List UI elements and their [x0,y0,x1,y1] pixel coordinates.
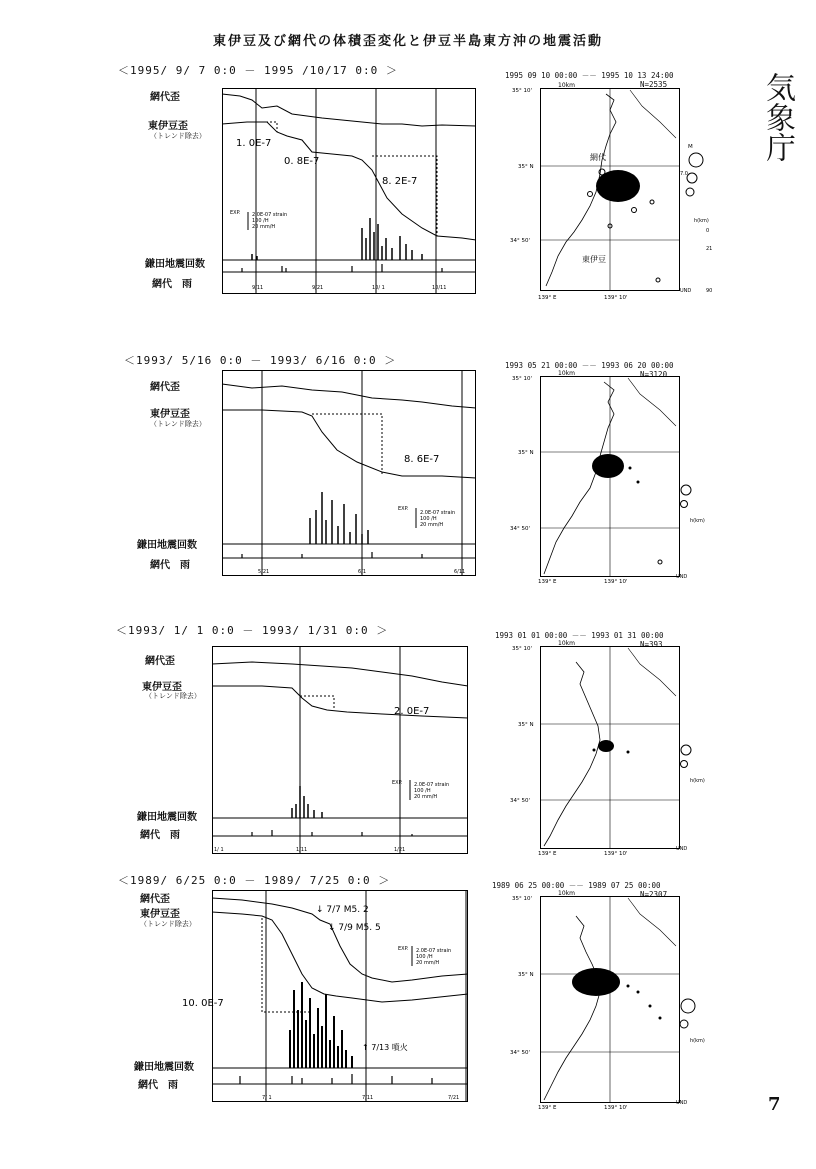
mag-legend-circle [681,761,688,768]
chart-frame [213,647,468,854]
agency-name: 気象庁 [760,72,795,162]
ajiro-rain-label: 網代 雨 [152,279,192,290]
lon-label: 139° 10' [604,295,628,301]
chart-frame [223,371,476,576]
lat-label: 34° 50' [510,238,531,244]
lon-label: 139° 10' [604,851,628,857]
trend-removed-label: （トレンド除去） [140,920,196,928]
event-annotation: ↓ 7/7 M5. 2 [316,905,369,915]
step-marker [262,918,312,1012]
scale-strain: 2.0E-07 strain [252,212,288,218]
lon-label: 139° E [538,851,557,857]
mag-legend-circle [686,188,694,196]
step-marker [312,414,382,474]
annotation-text: 8. 2E-7 [382,176,418,187]
coastline [544,916,600,1100]
earthquake-count-bars [252,218,422,260]
rain-bars [242,264,442,272]
map-range: 1995 09 10 00:00 －－ 1995 10 13 24:00 [505,71,674,80]
scale-rain: 20 mm/H [252,224,276,230]
mag-legend-circle [687,173,697,183]
scale-strain: 2.0E-07 strain [420,510,456,516]
ajiro-rain-label: 網代 雨 [140,830,180,841]
higashi-izu-strain-label: 東伊豆歪 [150,409,190,420]
rain-bars [240,1074,432,1084]
strain-chart [222,370,476,576]
annotation-text: 0. 8E-7 [284,156,320,167]
depth-legend-und: UND [676,1100,688,1106]
coastline [544,662,600,846]
lat-label: 35° N [518,164,534,170]
page-title: 東伊豆及び網代の体積歪変化と伊豆半島東方沖の地震活動 [212,34,603,49]
step-marker [372,156,437,236]
lon-label: 139° 10' [604,1105,628,1111]
earthquake-count-bars [292,786,322,818]
period-label: ＜1989/ 6/25 0:0 － 1989/ 7/25 0:0 ＞ [118,874,391,887]
scale-rain: 20 mm/H [416,960,440,966]
epicenter-marker [659,1017,662,1020]
scale-exp: EXP. [230,210,241,216]
mag-legend-circle [681,745,691,755]
step-marker [300,696,334,710]
scale-exp: EXP. [392,780,403,786]
place-label: 東伊豆 [582,255,606,264]
lon-label: 139° E [538,579,557,585]
place-label: 網代 [590,153,606,162]
depth-legend-value: 21 [706,246,713,252]
strain-chart [222,88,476,294]
higashi-izu-strain-label: 東伊豆歪 [148,121,188,132]
epicenter-marker [593,749,596,752]
higashi-izu-strain-label: 東伊豆歪 [142,682,182,693]
rain-bars [252,830,412,836]
ajiro-strain-line [222,384,476,408]
depth-legend-und: UND [680,288,692,294]
kamata-count-label: 鎌田地震回数 [137,540,197,551]
x-tick-label: 10/ 1 [372,285,385,291]
epicenter-marker [656,278,660,282]
depth-legend-title: h(km) [690,1038,705,1044]
epicenter-cluster [592,454,624,478]
trend-removed-label: （トレンド除去） [145,692,201,700]
map-scale-label: 10km [558,640,575,647]
x-tick-label: 7/21 [448,1095,460,1101]
coastline [628,898,676,946]
lat-label: 35° 10' [512,646,533,652]
epicenter-marker [632,208,637,213]
earthquake-count-bars [290,982,352,1068]
epicenter-map [510,372,730,584]
page-number: 7 [768,1094,781,1115]
event-annotation: ↑ 7/13 噴火 [362,1043,408,1052]
step-marker [262,122,277,132]
lat-label: 35° N [518,722,534,728]
higashi-izu-strain-label: 東伊豆歪 [140,909,180,920]
x-tick-label: 5/21 [258,569,270,575]
ajiro-rain-label: 網代 雨 [138,1080,178,1091]
mag-legend-value: 7.0 [680,171,688,177]
trend-removed-label: （トレンド除去） [150,420,206,428]
mag-legend-circle [681,501,688,508]
scale-strain: 2.0E-07 strain [414,782,450,788]
annotation-text: 1. 0E-7 [236,138,272,149]
lon-label: 139° E [538,1105,557,1111]
kamata-count-label: 鎌田地震回数 [137,812,197,823]
mag-legend-title: M [688,144,693,150]
x-tick-label: 7/ 1 [262,1095,272,1101]
epicenter-marker [627,751,630,754]
epicenter-map [510,892,730,1110]
scale-strain: 2.0E-07 strain [416,948,452,954]
kamata-count-label: 鎌田地震回数 [145,259,205,270]
annotation-text: 2. 0E-7 [394,706,430,717]
depth-legend-title: h(km) [694,218,709,224]
epicenter-marker [637,991,640,994]
epicenter-marker [588,192,593,197]
period-label: ＜1993/ 1/ 1 0:0 － 1993/ 1/31 0:0 ＞ [116,624,389,637]
scale-rain: 20 mm/H [420,522,444,528]
ajiro-strain-label: 網代歪 [140,894,170,905]
x-tick-label: 9/21 [312,285,324,291]
x-tick-label: 1/ 1 [214,847,224,853]
lat-label: 34° 50' [510,798,531,804]
lat-label: 35° 10' [512,896,533,902]
depth-legend-und: UND [676,574,688,580]
ajiro-rain-label: 網代 雨 [150,560,190,571]
lat-label: 35° N [518,972,534,978]
map-scale-label: 10km [558,82,575,89]
period-label: ＜1995/ 9/ 7 0:0 － 1995 /10/17 0:0 ＞ [118,64,398,77]
period-label: ＜1993/ 5/16 0:0 － 1993/ 6/16 0:0 ＞ [124,354,397,367]
lat-label: 35° 10' [512,88,533,94]
map-range: 1989 06 25 00:00 －－ 1989 07 25 00:00 [492,881,661,890]
annotation-text: 10. 0E-7 [182,998,224,1009]
rain-bars [242,552,422,558]
x-tick-label: 1/11 [296,847,308,853]
epicenter-cluster [598,740,614,752]
map-count: N=393 [640,640,663,649]
epicenter-marker [658,560,662,564]
epicenter-marker [629,467,632,470]
scale-count: 100 /H [414,788,431,794]
coastline [630,90,676,138]
epicenter-marker [649,1005,652,1008]
ajiro-strain-label: 網代歪 [150,92,180,103]
earthquake-count-bars [310,492,368,544]
mag-legend-circle [681,485,691,495]
mag-legend-circle [680,1020,688,1028]
epicenter-cluster [572,968,620,996]
higashi-izu-strain-line [222,410,476,478]
depth-legend-value: 90 [706,288,713,294]
coastline [628,378,676,426]
ajiro-strain-label: 網代歪 [150,382,180,393]
scale-count: 100 /H [252,218,269,224]
scale-exp: EXP. [398,946,409,952]
coastline [544,382,614,574]
scale-count: 100 /H [420,516,437,522]
ajiro-strain-label: 網代歪 [145,656,175,667]
depth-legend-title: h(km) [690,778,705,784]
epicenter-map [510,82,730,304]
lat-label: 34° 50' [510,526,531,532]
epicenter-map [510,642,730,856]
epicenter-marker [637,481,640,484]
map-count: N=3120 [640,370,668,379]
scale-count: 100 /H [416,954,433,960]
x-tick-label: 1/21 [394,847,406,853]
map-count: N=2307 [640,890,668,899]
coastline [628,648,676,696]
kamata-count-label: 鎌田地震回数 [134,1062,194,1073]
strain-chart [182,890,468,1102]
chart-frame [223,89,476,294]
x-tick-label: 9/11 [252,285,264,291]
depth-legend-title: h(km) [690,518,705,524]
mag-legend-circle [681,999,695,1013]
x-tick-label: 10/11 [432,285,447,291]
lat-label: 35° 10' [512,376,533,382]
lon-label: 139° 10' [604,579,628,585]
depth-legend-und: UND [676,846,688,852]
lat-label: 35° N [518,450,534,456]
ajiro-strain-line [212,662,468,686]
mag-legend-circle [689,153,703,167]
x-tick-label: 6/1 [358,569,367,575]
trend-removed-label: （トレンド除去） [150,132,206,140]
ajiro-strain-line [222,94,476,126]
epicenter-marker [627,985,630,988]
map-range: 1993 05 21 00:00 －－ 1993 06 20 00:00 [505,361,674,370]
map-count: N=2535 [640,80,668,89]
map-scale-label: 10km [558,890,575,897]
epicenter-marker [650,200,654,204]
event-annotation: ↓ 7/9 M5. 5 [328,923,381,933]
depth-legend-value: 0 [706,228,710,234]
annotation-text: 8. 6E-7 [404,454,440,465]
map-range: 1993 01 01 00:00 －－ 1993 01 31 00:00 [495,631,664,640]
x-tick-label: 6/11 [454,569,466,575]
scale-rain: 20 mm/H [414,794,438,800]
map-scale-label: 10km [558,370,575,377]
lon-label: 139° E [538,295,557,301]
strain-chart [212,646,468,854]
lat-label: 34° 50' [510,1050,531,1056]
higashi-izu-strain-line [212,686,468,718]
x-tick-label: 7/11 [362,1095,374,1101]
scale-exp: EXP. [398,506,409,512]
